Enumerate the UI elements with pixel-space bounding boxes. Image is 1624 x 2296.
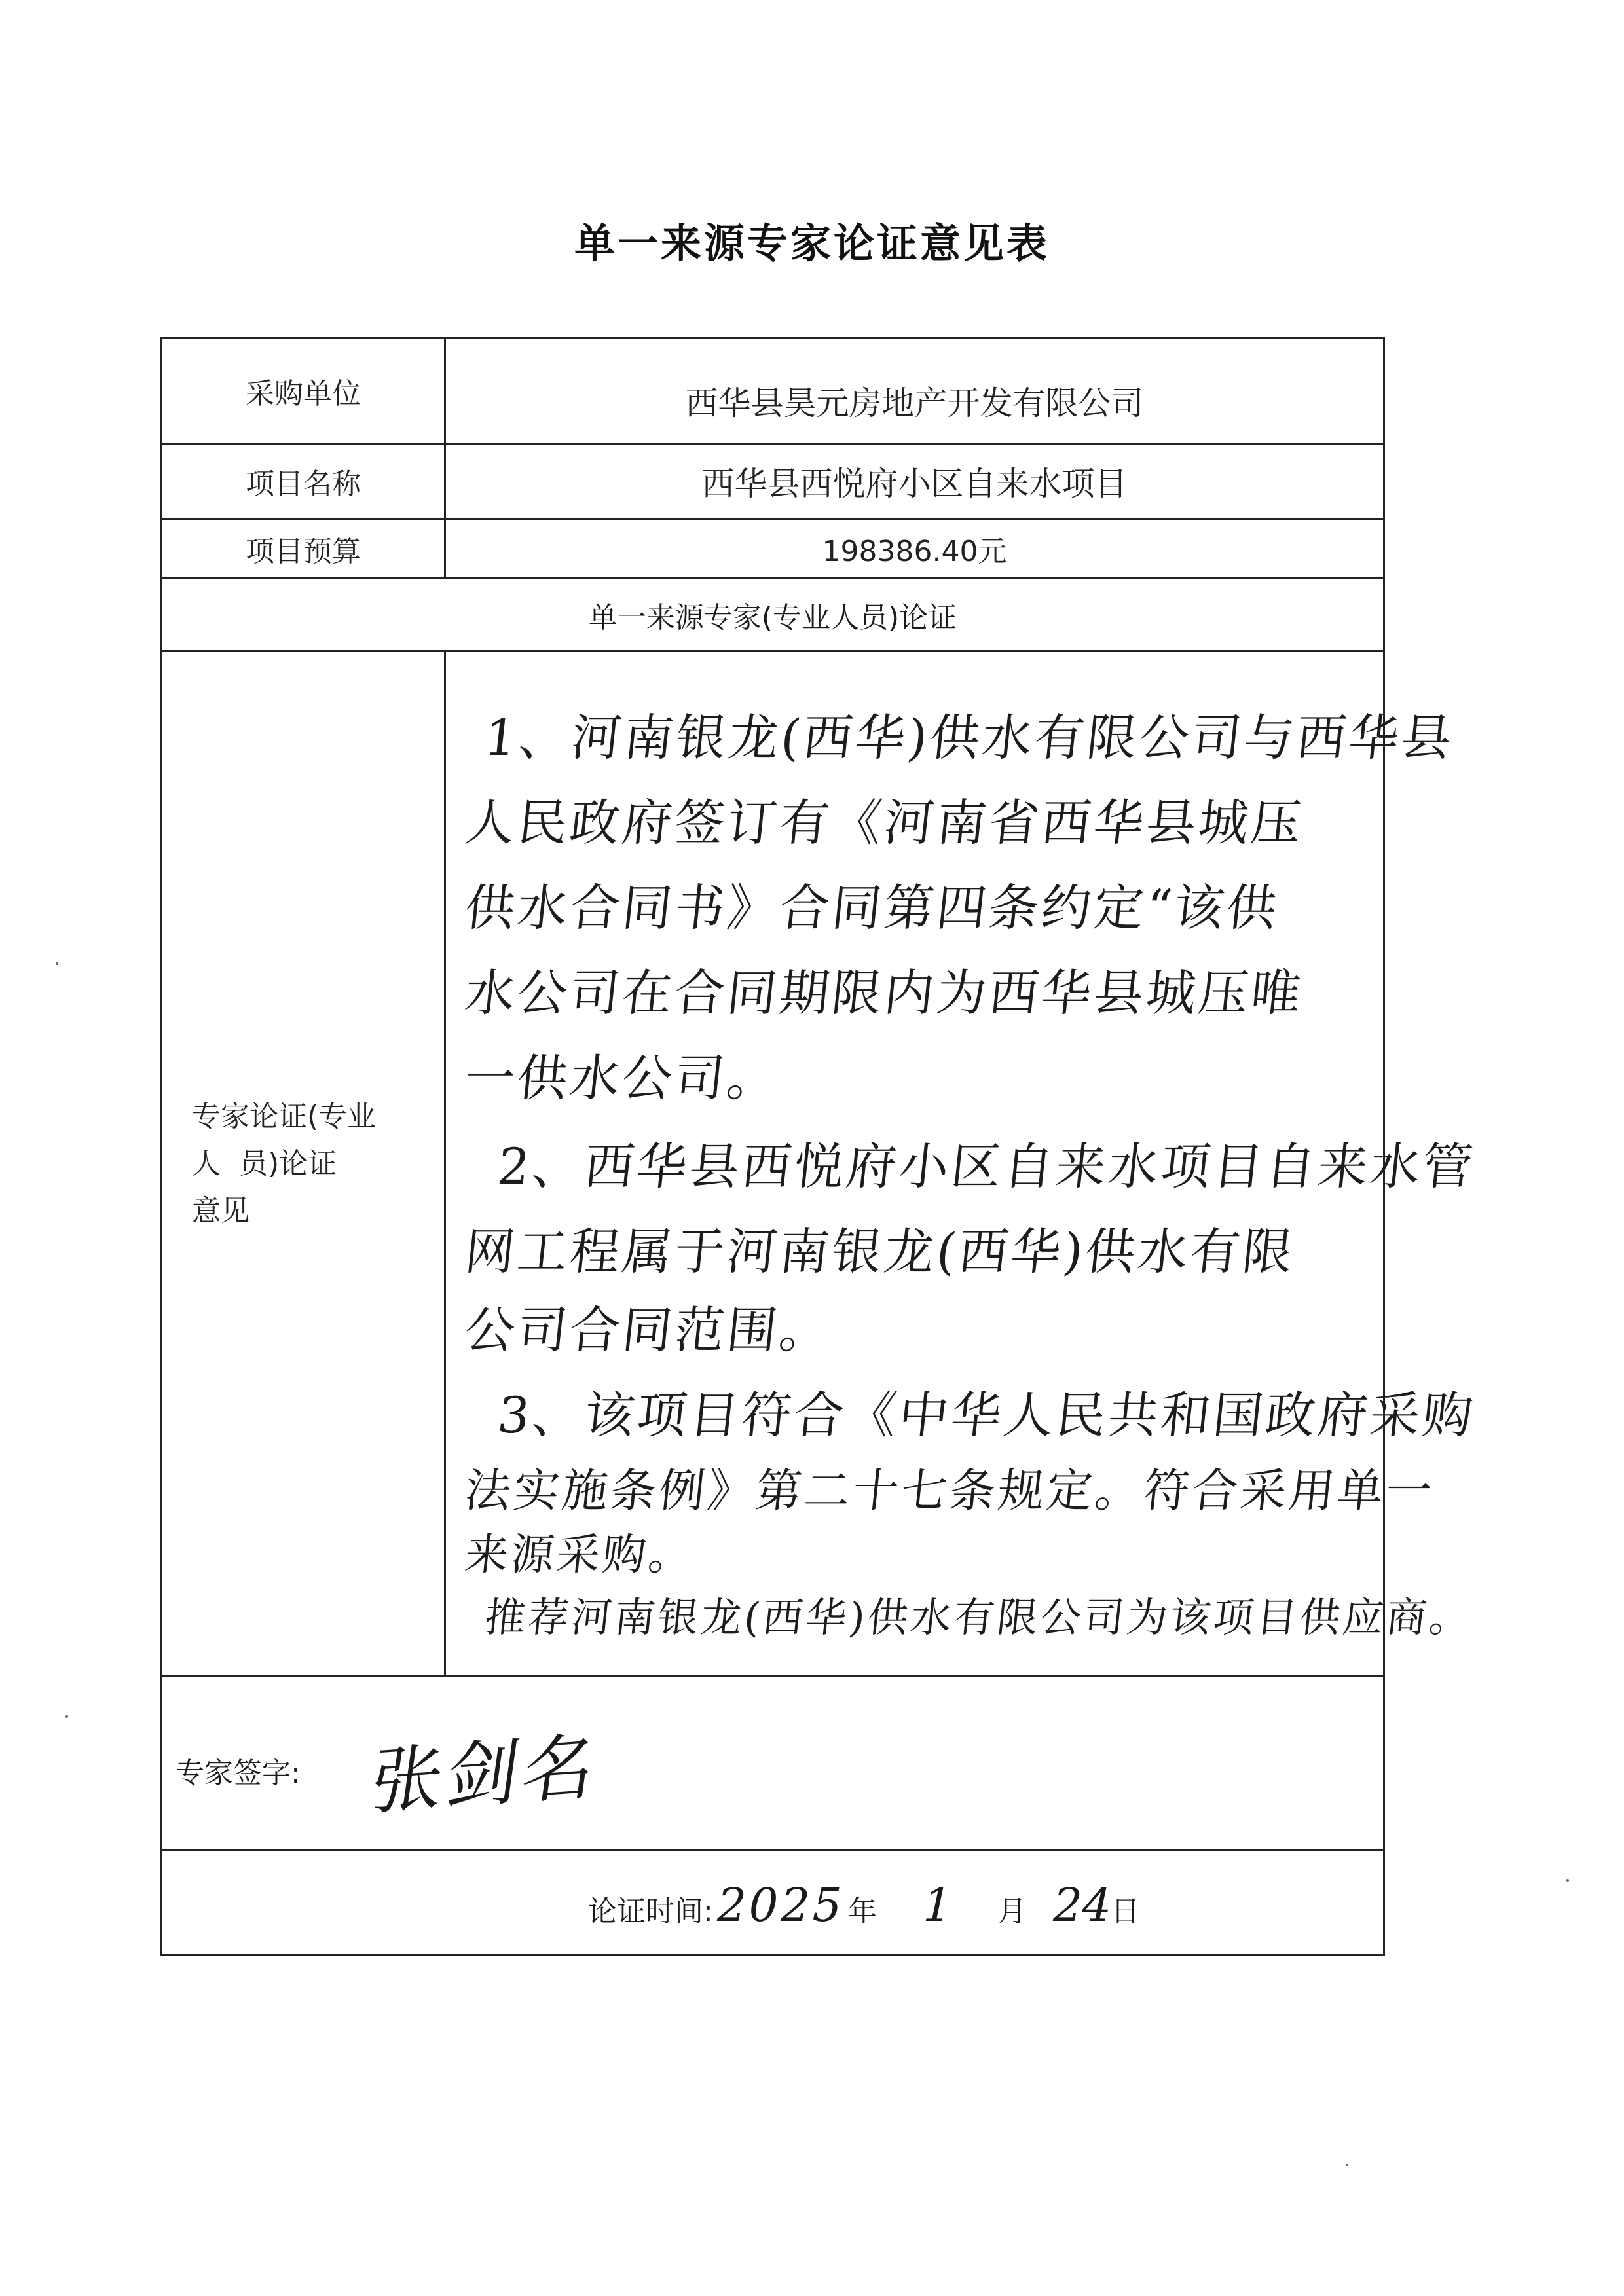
section-header: 单一来源专家(专业人员)论证 [162, 579, 1384, 651]
opinion-label [179, 1093, 428, 1235]
date-day-unit: 日 [1111, 1895, 1140, 1928]
date-month: 1 [917, 1878, 958, 1932]
project-name-label: 项目名称 [162, 444, 445, 519]
purchaser-row [162, 338, 1384, 444]
date-year-unit: 年 [847, 1895, 877, 1928]
budget-value: 198386.40元 [445, 519, 1384, 579]
handwritten-line: 2、西华县西悦府小区自来水项目自来水管 [494, 1137, 1479, 1195]
handwritten-line: 来源采购。 [462, 1529, 697, 1580]
expert-opinion-form [160, 337, 1479, 1956]
handwritten-line: 公司合同范围。 [462, 1301, 836, 1359]
handwritten-line: 法实施条例》第二十七条规定。符合采用单一 [462, 1464, 1437, 1518]
handwritten-line: 网工程属于河南银龙(西华)供水有限 [462, 1222, 1299, 1281]
date-cell [162, 1850, 1384, 1956]
date-row [162, 1850, 1384, 1956]
page-title: 单一来源专家论证意见表 [574, 219, 1050, 267]
section-header-row [162, 579, 1384, 651]
scan-speck [1566, 1879, 1569, 1882]
date-year: 2025 [711, 1878, 850, 1932]
opinion-row [162, 651, 1384, 1677]
handwritten-line: 人民政府签订有《河南省西华县城压 [462, 793, 1307, 852]
signature-cell [162, 1677, 1384, 1850]
budget-label: 项目预算 [162, 519, 445, 579]
handwritten-line: 3、该项目符合《中华人民共和国政府采购 [494, 1386, 1479, 1444]
project-name-value: 西华县西悦府小区自来水项目 [445, 444, 1384, 519]
handwritten-line: 一供水公司。 [462, 1049, 783, 1107]
handwritten-line: 1、河南银龙(西华)供水有限公司与西华县 [481, 708, 1457, 767]
opinion-handwritten-text [445, 651, 1479, 1677]
scan-speck [1346, 2164, 1348, 2166]
signature-row [162, 1677, 1384, 1850]
date-field [588, 1878, 1140, 1932]
date-day: 24 [1046, 1878, 1117, 1932]
opinion-label-line: 专家论证(专业 [192, 1099, 377, 1133]
purchaser-label: 采购单位 [162, 338, 445, 444]
budget-row [162, 519, 1384, 579]
handwritten-line: 推荐河南银龙(西华)供水有限公司为该项目供应商。 [482, 1594, 1475, 1641]
purchaser-value: 西华县昊元房地产开发有限公司 [445, 338, 1384, 444]
opinion-label-cell [162, 651, 445, 1677]
opinion-label-line: 人 员)论证 [192, 1146, 337, 1180]
project-name-row [162, 444, 1384, 519]
date-month-unit: 月 [997, 1895, 1027, 1928]
signature-label: 专家签字: [175, 1757, 301, 1790]
opinion-label-line: 意见 [192, 1194, 249, 1228]
scan-speck [65, 1715, 68, 1718]
date-label: 论证时间: [588, 1895, 713, 1928]
handwritten-line: 供水合同书》合同第四条约定“该供 [462, 879, 1282, 937]
handwritten-line: 水公司在合同期限内为西华县城压唯 [462, 964, 1307, 1022]
scan-speck [56, 962, 58, 965]
expert-signature: 张剑名 [365, 1724, 605, 1825]
